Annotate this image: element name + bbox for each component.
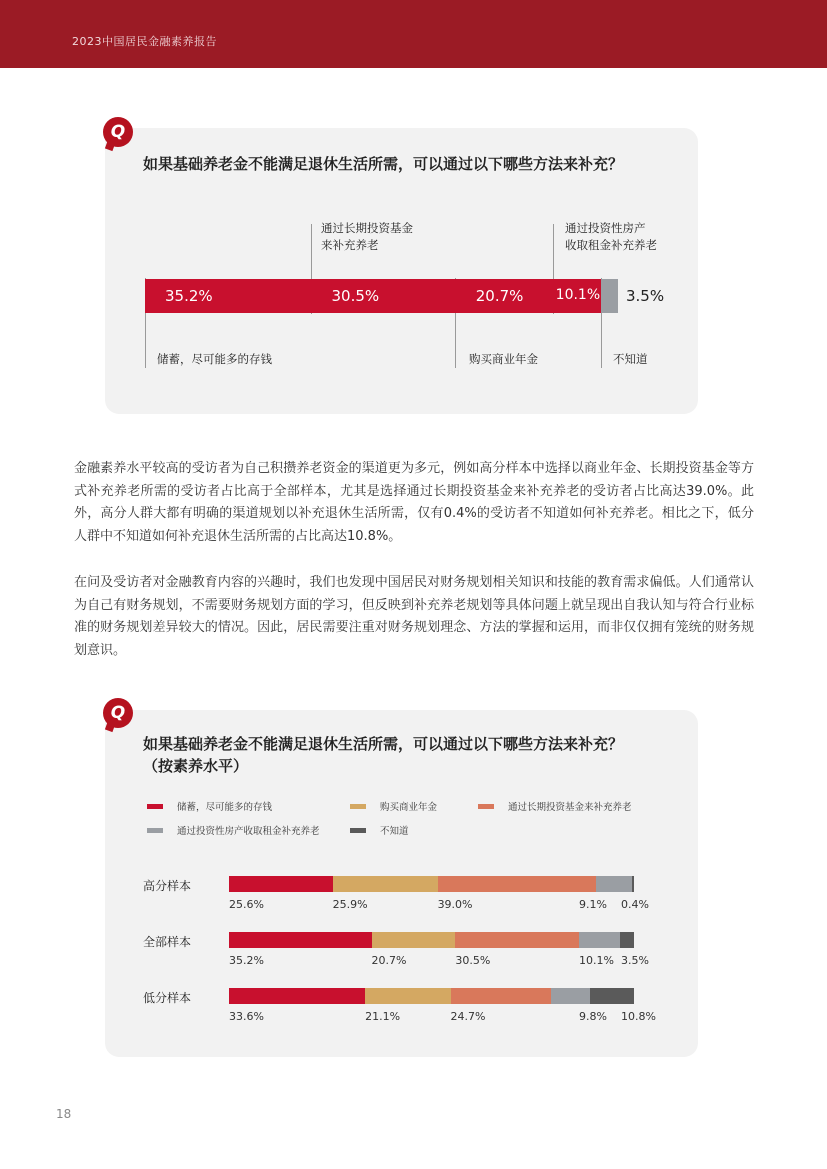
- category-label-high: 高分样本: [143, 879, 192, 893]
- question-2-title: 如果基础养老金不能满足退休生活所需，可以通过以下哪些方法来补充？ （按素养水平）: [143, 735, 624, 775]
- legend-item-unknown: 不知道: [350, 823, 409, 837]
- legend-swatch: [478, 804, 494, 809]
- bar-segment: [601, 279, 618, 313]
- stack-value-label: 21.1%: [365, 1010, 401, 1023]
- stack-segment: [590, 988, 634, 1004]
- stack-segment: [579, 932, 620, 948]
- legend-swatch: [350, 804, 366, 809]
- stack-segment: [551, 988, 591, 1004]
- question-1-title: 如果基础养老金不能满足退休生活所需，可以通过以下哪些方法来补充？: [143, 155, 624, 173]
- stack-value-label: 0.4%: [621, 898, 649, 911]
- legend-swatch: [350, 828, 366, 833]
- bar-value-label: 35.2%: [165, 287, 213, 305]
- annotation-property: 通过投资性房产 收取租金补充养老: [565, 221, 657, 252]
- stack-value-label: 9.8%: [579, 1010, 607, 1023]
- legend-item-savings: 储蓄，尽可能多的存钱: [147, 799, 272, 813]
- legend-swatch: [147, 828, 163, 833]
- stack-segment: [333, 876, 438, 892]
- stack-value-label: 33.6%: [229, 1010, 264, 1023]
- stack-segment: [365, 988, 450, 1004]
- page-number: 18: [56, 1107, 72, 1121]
- annotation-savings: 储蓄，尽可能多的存钱: [157, 352, 272, 366]
- bar-value-label: 3.5%: [626, 287, 665, 305]
- body-paragraph-1: 金融素养水平较高的受访者为自己积攒养老资金的渠道更为多元，例如高分样本中选择以商业年金、长期投资基金等方式补充养老所需的受访者占比高于全部样本，尤其是选择通过长期投资基金来补充养老的受访者占比高达39.0%。此外，高分人群大都有明确的渠道规划以补充退休生活所需，仅有0.4%的受访者不知道如何补充养老。相比之下，低分人群中不知道如何补充退休生活所需的占比高达10.8%。: [74, 461, 754, 544]
- stack-segment: [455, 932, 579, 948]
- annotation-long-term-fund: 通过长期投资基金 来补充养老: [321, 221, 413, 252]
- stack-value-label: 20.7%: [371, 954, 407, 967]
- bar-value-label: 30.5%: [331, 287, 380, 305]
- stack-segment: [596, 876, 633, 892]
- legend-item-property: 通过投资性房产收取租金补充养老: [147, 823, 320, 837]
- body-paragraph-2: 在问及受访者对金融教育内容的兴趣时，我们也发现中国居民对财务规划相关知识和技能的教育需求偏低。人们通常认为自己有财务规划，不需要财务规划方面的学习，但反映到补充养老规划等具体问题上就呈现出自我认知与符合行业标准的财务规划差异较大的情况。因此，居民需要注重对财务规划理念、方法的掌握和运用，而非仅仅拥有笼统的财务规划意识。: [74, 575, 754, 658]
- stack-segment: [438, 876, 596, 892]
- stack-value-label: 10.1%: [579, 954, 614, 967]
- stack-value-label: 10.8%: [621, 1010, 656, 1023]
- legend-item-fund: 通过长期投资基金来补充养老: [478, 799, 632, 813]
- q-badge-icon: Q: [103, 117, 133, 147]
- stack-segment: [620, 932, 634, 948]
- bar-value-label: 20.7%: [475, 287, 524, 305]
- stack-value-label: 9.1%: [579, 898, 607, 911]
- stack-value-label: 39.0%: [437, 898, 473, 911]
- report-title: 2023中国居民金融素养报告: [72, 35, 217, 48]
- stack-segment: [229, 932, 372, 948]
- stack-segment: [451, 988, 551, 1004]
- stack-value-label: 35.2%: [229, 954, 264, 967]
- stack-value-label: 25.6%: [229, 898, 264, 911]
- stack-value-label: 30.5%: [455, 954, 491, 967]
- report-header: [0, 0, 827, 68]
- stack-segment: [632, 876, 634, 892]
- legend-item-annuity: 购买商业年金: [350, 799, 437, 813]
- bar-value-label: 10.1%: [555, 287, 601, 303]
- stack-segment: [229, 876, 333, 892]
- category-label-low: 低分样本: [143, 991, 192, 1005]
- q-badge-icon: Q: [103, 698, 133, 728]
- stack-segment: [372, 932, 456, 948]
- stack-value-label: 3.5%: [621, 954, 649, 967]
- stack-segment: [229, 988, 365, 1004]
- category-label-all: 全部样本: [143, 935, 192, 949]
- annotation-annuity: 购买商业年金: [469, 352, 538, 366]
- annotation-unknown: 不知道: [613, 352, 648, 366]
- legend-swatch: [147, 804, 163, 809]
- stack-value-label: 24.7%: [450, 1010, 486, 1023]
- stack-value-label: 25.9%: [332, 898, 368, 911]
